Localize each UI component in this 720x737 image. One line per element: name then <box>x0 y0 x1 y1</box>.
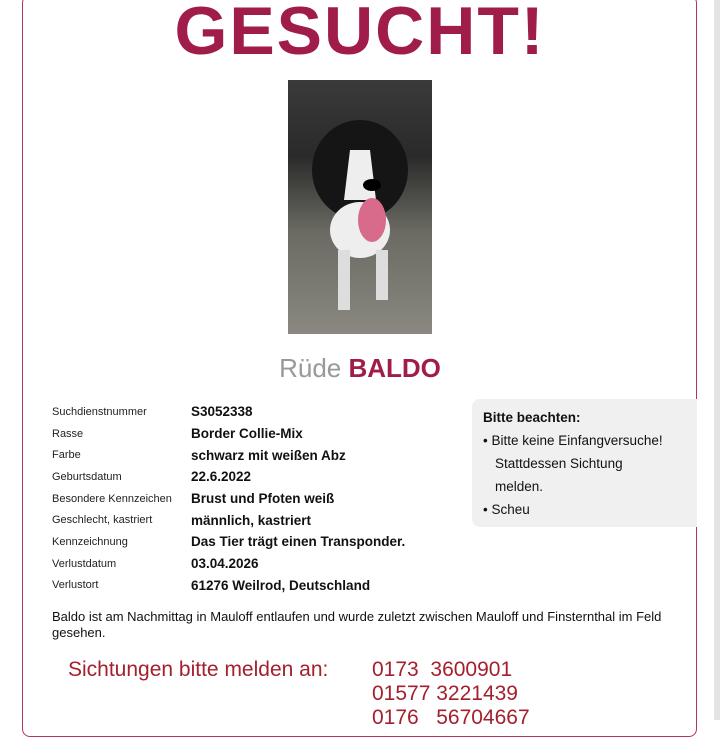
field-label: Kennzeichnung <box>52 535 128 548</box>
field-label: Verlustdatum <box>52 557 117 570</box>
contact-label: Sichtungen bitte melden an: <box>68 658 329 681</box>
detail-row <box>52 509 405 531</box>
field-value: 03.04.2026 <box>191 556 259 572</box>
notice-heading: Bitte beachten: <box>483 410 581 425</box>
field-value: 22.6.2022 <box>191 469 252 485</box>
detail-row <box>52 444 405 466</box>
detail-row <box>52 575 405 597</box>
notice-item: • Scheu <box>483 502 530 517</box>
phone-number: 01577 3221439 <box>372 682 518 705</box>
detail-row <box>52 466 405 488</box>
notice-item: • Bitte keine Einfangversuche! <box>483 433 663 448</box>
details-table <box>52 401 405 596</box>
description: Baldo ist am Nachmittag in Mauloff entlaufen und wurde zuletzt zwischen Mauloff und Finsternthal im Feld gesehen. <box>52 609 662 640</box>
phone-list <box>372 658 530 730</box>
poster-title: GESUCHT! <box>174 0 546 69</box>
field-value: Border Collie-Mix <box>191 426 303 442</box>
field-value: 61276 Weilrod, Deutschland <box>191 577 371 593</box>
field-value: männlich, kastriert <box>191 512 312 528</box>
notice-item: Stattdessen Sichtung <box>495 456 623 471</box>
field-label: Rasse <box>52 427 84 440</box>
detail-row <box>52 531 405 553</box>
field-value: Das Tier trägt einen Transponder. <box>191 534 406 550</box>
field-label: Farbe <box>52 449 81 462</box>
field-label: Geschlecht, kastriert <box>52 514 153 527</box>
detail-row <box>52 423 405 445</box>
phone-number: 0176 56704667 <box>372 706 530 729</box>
notice-box <box>472 399 697 527</box>
detail-row <box>52 488 405 510</box>
field-value: S3052338 <box>191 404 253 420</box>
detail-row <box>52 401 405 423</box>
dog-name: Rüde BALDO <box>279 353 441 383</box>
field-label: Verlustort <box>52 579 99 592</box>
field-label: Suchdienstnummer <box>52 405 147 418</box>
dog-photo <box>288 80 432 334</box>
field-value: schwarz mit weißen Abz <box>191 447 346 463</box>
field-label: Besondere Kennzeichen <box>52 492 172 505</box>
phone-number: 0173 3600901 <box>372 658 513 681</box>
field-label: Geburtsdatum <box>52 470 122 483</box>
detail-row <box>52 553 405 575</box>
notice-item: melden. <box>495 479 544 494</box>
field-value: Brust und Pfoten weiß <box>191 491 335 507</box>
